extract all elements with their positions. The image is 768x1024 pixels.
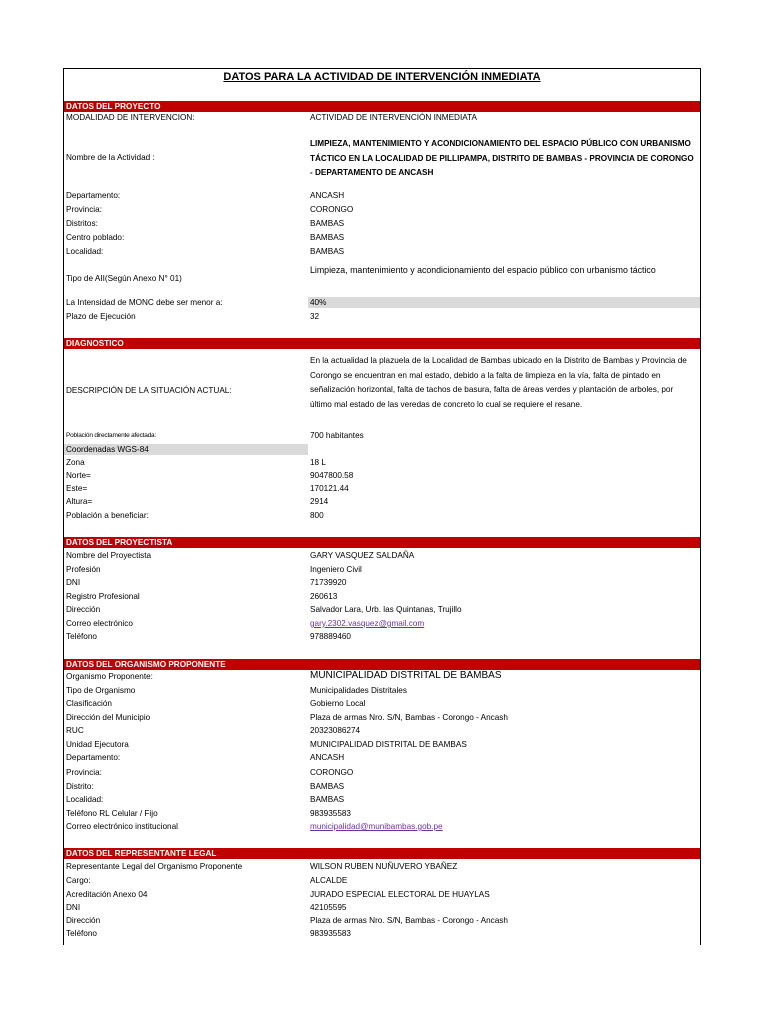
cargo-value: ALCALDE: [310, 876, 348, 885]
rep-telefono-label: Teléfono: [66, 929, 97, 938]
rep-direccion-value: Plaza de armas Nro. S/N, Bambas - Corongo - Ancash: [310, 916, 508, 925]
proyectista-direccion-label: Dirección: [66, 605, 101, 614]
proyectista-direccion-value: Salvador Lara, Urb. las Quintanas, Trujillo: [310, 605, 462, 614]
distritos-label: Distritos:: [66, 219, 98, 228]
section-header-organismo: DATOS DEL ORGANISMO PROPONENTE: [64, 659, 700, 670]
altura-value: 2914: [310, 497, 329, 506]
org-distrito-label: Distrito:: [66, 782, 94, 791]
nombre-actividad-value: LIMPIEZA, MANTENIMIENTO Y ACONDICIONAMIENTO DEL ESPACIO PÚBLICO CON URBANISMO TÁCTICO EN LA LOCALIDAD DE PILLIPAMPA, DISTRITO DE BAMBAS - PROVINCIA DE CORONGO - DEPARTAMENTO DE ANCASH: [310, 139, 694, 177]
nombre-actividad-label: Nombre de la Actividad :: [66, 153, 155, 162]
provincia-value: CORONGO: [310, 205, 354, 214]
organismo-value: MUNICIPALIDAD DISTRITAL DE BAMBAS: [310, 670, 502, 681]
unidad-ejecutora-label: Unidad Ejecutora: [66, 740, 129, 749]
norte-value: 9047800.58: [310, 471, 354, 480]
registro-label: Registro Profesional: [66, 592, 140, 601]
section-header-representante: DATOS DEL REPRESENTANTE LEGAL: [64, 848, 700, 859]
org-departamento-label: Departamento:: [66, 753, 121, 762]
clasificacion-value: Gobierno Local: [310, 699, 366, 708]
departamento-value: ANCASH: [310, 191, 345, 200]
coordenadas-label: Coordenadas WGS-84: [64, 444, 308, 455]
rep-dni-label: DNI: [66, 903, 81, 912]
poblacion-beneficiar-value: 800: [310, 511, 324, 520]
zona-label: Zona: [66, 458, 85, 467]
representante-value: WILSON RUBEN NUÑUVERO YBAÑEZ: [310, 862, 458, 871]
profesion-value: Ingeniero Civil: [310, 565, 362, 574]
rep-direccion-label: Dirección: [66, 916, 101, 925]
profesion-label: Profesión: [66, 565, 101, 574]
centro-poblado-value: BAMBAS: [310, 233, 345, 242]
modalidad-label: MODALIDAD DE INTERVENCION:: [66, 113, 195, 122]
org-departamento-value: ANCASH: [310, 753, 345, 762]
organismo-label: Organismo Proponente:: [66, 672, 153, 681]
representante-label: Representante Legal del Organismo Proponente: [66, 862, 243, 871]
org-telefono-value: 983935583: [310, 809, 351, 818]
cargo-label: Cargo:: [66, 876, 91, 885]
clasificacion-label: Clasificación: [66, 699, 112, 708]
org-provincia-label: Provincia:: [66, 768, 102, 777]
este-value: 170121.44: [310, 484, 349, 493]
provincia-label: Provincia:: [66, 205, 102, 214]
org-correo-label: Correo electrónico institucional: [66, 822, 178, 831]
proyectista-dni-label: DNI: [66, 578, 81, 587]
zona-value: 18 L: [310, 458, 326, 467]
direccion-municipio-label: Dirección del Municipio: [66, 713, 151, 722]
acreditacion-value: JURADO ESPECIAL ELECTORAL DE HUAYLAS: [310, 890, 490, 899]
org-provincia-value: CORONGO: [310, 768, 354, 777]
norte-label: Norte=: [66, 471, 91, 480]
org-distrito-value: BAMBAS: [310, 782, 345, 791]
distritos-value: BAMBAS: [310, 219, 345, 228]
proyectista-correo-label: Correo electrónico: [66, 619, 133, 628]
document-title: [64, 71, 700, 83]
altura-label: Altura=: [66, 497, 93, 506]
intensidad-value: 40%: [308, 297, 700, 308]
section-header-proyectista: DATOS DEL PROYECTISTA: [64, 537, 700, 548]
centro-poblado-label: Centro poblado:: [66, 233, 125, 242]
rep-dni-value: 42105595: [310, 903, 347, 912]
proyectista-nombre-value: GARY VASQUEZ SALDAÑA: [310, 551, 415, 560]
document-frame: [63, 68, 701, 945]
org-localidad-label: Localidad:: [66, 795, 104, 804]
plazo-label: Plazo de Ejecución: [66, 312, 136, 321]
ruc-value: 20323086274: [310, 726, 361, 735]
localidad-label: Localidad:: [66, 247, 104, 256]
org-correo-link[interactable]: municipalidad@munibambas.gob.pe: [310, 822, 443, 831]
proyectista-telefono-label: Teléfono: [66, 632, 97, 641]
poblacion-afectada-value: 700 habitantes: [310, 431, 364, 440]
acreditacion-label: Acreditación Anexo 04: [66, 890, 148, 899]
poblacion-beneficiar-label: Población a beneficiar:: [66, 511, 149, 520]
tipo-aii-value: Limpieza, mantenimiento y acondicionamiento del espacio público con urbanismo táctico: [310, 265, 656, 275]
tipo-organismo-label: Tipo de Organismo: [66, 686, 136, 695]
departamento-label: Departamento:: [66, 191, 121, 200]
modalidad-value: ACTIVIDAD DE INTERVENCIÓN INMEDIATA: [310, 113, 477, 122]
direccion-municipio-value: Plaza de armas Nro. S/N, Bambas - Corongo - Ancash: [310, 713, 508, 722]
poblacion-afectada-label: Población directamente afectada:: [66, 432, 157, 439]
registro-value: 260613: [310, 592, 338, 601]
descripcion-label: DESCRIPCIÓN DE LA SITUACIÓN ACTUAL:: [66, 386, 232, 395]
rep-telefono-value: 983935583: [310, 929, 351, 938]
proyectista-nombre-label: Nombre del Proyectista: [66, 551, 152, 560]
intensidad-label: La Intensidad de MONC debe ser menor a:: [66, 298, 223, 307]
proyectista-correo-link[interactable]: gary.2302.vasquez@gmail.com: [310, 619, 425, 628]
org-localidad-value: BAMBAS: [310, 795, 345, 804]
tipo-organismo-value: Municipalidades Distritales: [310, 686, 407, 695]
ruc-label: RUC: [66, 726, 84, 735]
document-title-text: DATOS PARA LA ACTIVIDAD DE INTERVENCIÓN INMEDIATA: [223, 71, 541, 83]
descripcion-value: En la actualidad la plazuela de la Localidad de Bambas ubicado en la Distrito de Bambas y Provincia de Corongo se encuentran en mal estado, debido a la falta de limpieza en la vía, falta de pintado en señalización horizontal, falta de tachos de basura, falta de áreas verdes y plantación de arboles, por último mal estado de las veredas de concreto lo cual se requiere el resane.: [310, 356, 687, 409]
proyectista-dni-value: 71739920: [310, 578, 347, 587]
proyectista-telefono-value: 978889460: [310, 632, 351, 641]
este-label: Este=: [66, 484, 88, 493]
tipo-aii-label: Tipo de AII(Según Anexo N° 01): [66, 274, 182, 283]
org-telefono-label: Teléfono RL Celular / Fijo: [66, 809, 158, 818]
unidad-ejecutora-value: MUNICIPALIDAD DISTRITAL DE BAMBAS: [310, 740, 467, 749]
section-header-proyecto: DATOS DEL PROYECTO: [64, 101, 700, 112]
plazo-value: 32: [310, 312, 320, 321]
section-header-diagnostico: DIAGNOSTICO: [64, 338, 700, 349]
localidad-value: BAMBAS: [310, 247, 345, 256]
